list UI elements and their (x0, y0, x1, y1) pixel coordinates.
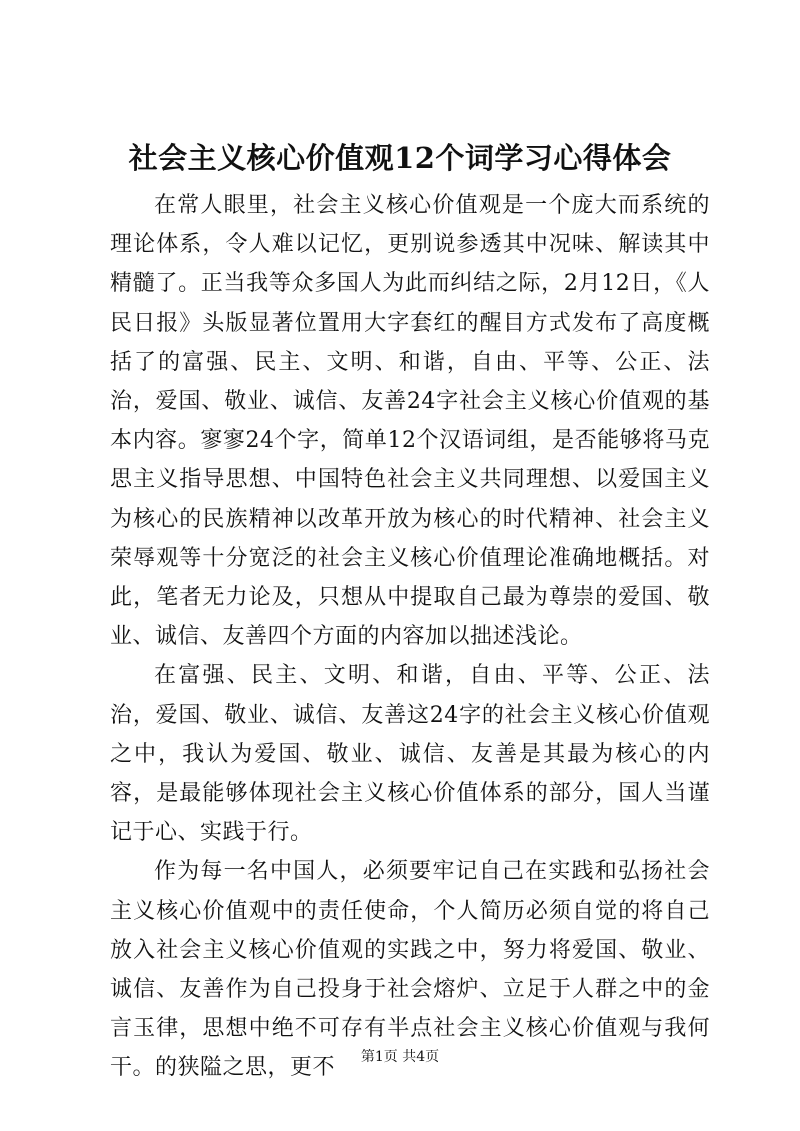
paragraph: 在富强、民主、文明、和谐，自由、平等、公正、法治，爱国、敬业、诚信、友善这24字的社会主义核心价值观之中，我认为爱国、敬业、诚信、友善是其最为核心的内容，是最能够体现社会主义核心价值体系的部分，国人当谨记于心、实践于行。 (110, 663, 710, 846)
paragraph: 在常人眼里，社会主义核心价值观是一个庞大而系统的理论体系，令人难以记忆，更别说参透其中况味、解读其中精髓了。正当我等众多国人为此而纠结之际，2月12日，《人民日报》头版显著位置用大字套红的醒目方式发布了高度概括了的富强、民主、文明、和谐，自由、平等、公正、法治，爱国、敬业、诚信、友善24字社会主义核心价值观的基本内容。寥寥24个字，简单12个汉语词组，是否能够将马克思主义指导思想、中国特色社会主义共同理想、以爱国主义为核心的民族精神以改革开放为核心的时代精神、社会主义荣辱观等十分宽泛的社会主义核心价值理论准确地概括。对此，笔者无力论及，只想从中提取自己最为尊崇的爱国、敬业、诚信、友善四个方面的内容加以拙述浅论。 (110, 193, 710, 650)
document-body (110, 186, 710, 1088)
document-title: 社会主义核心价值观12个词学习心得体会 (128, 141, 672, 175)
page-footer: 第1页 共4页 (360, 1049, 440, 1065)
paragraph: 作为每一名中国人，必须要牢记自己在实践和弘扬社会主义核心价值观中的责任使命，个人简历必须自觉的将自己放入社会主义核心价值观的实践之中，努力将爱国、敬业、诚信、友善作为自己投身于社会熔炉、立足于人群之中的金言玉律，思想中绝不可存有半点社会主义核心价值观与我何干。的狭隘之思，更不 (110, 859, 710, 1081)
